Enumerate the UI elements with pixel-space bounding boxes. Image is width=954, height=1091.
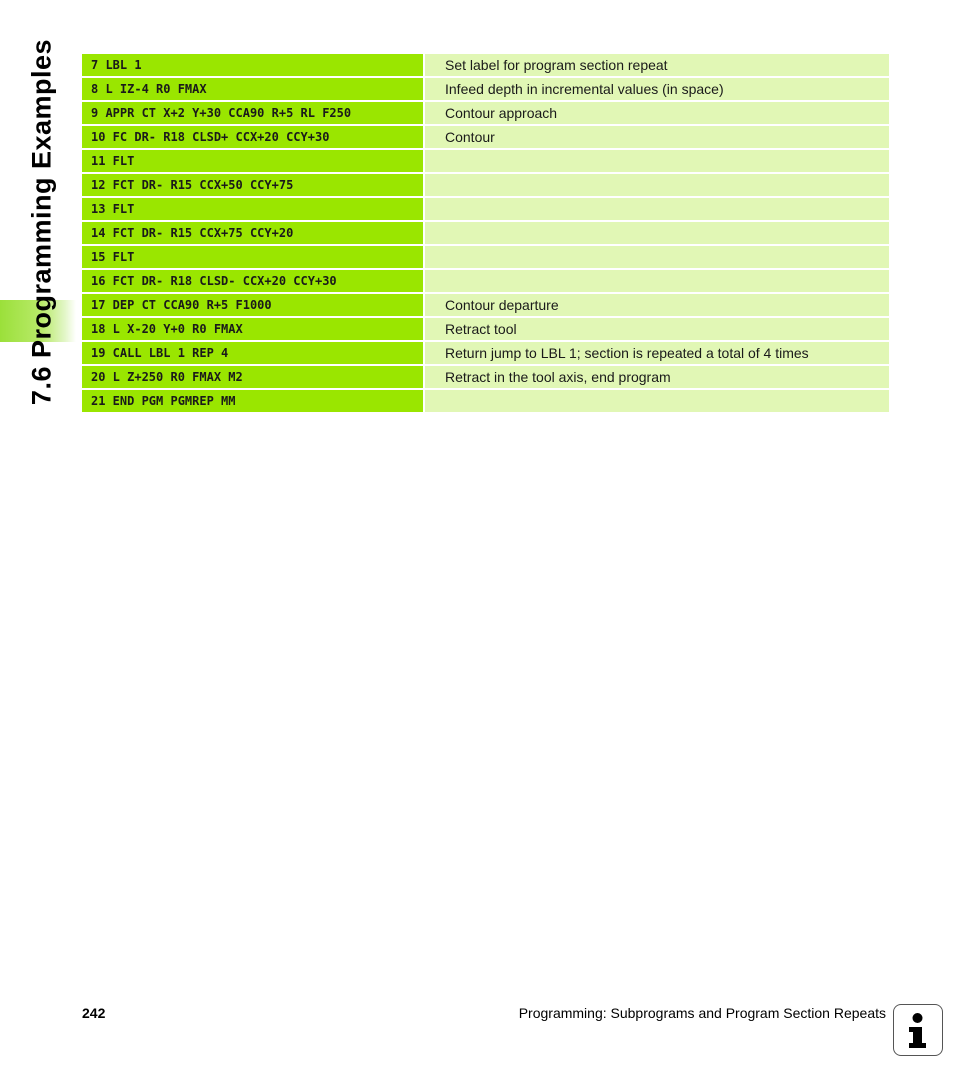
table-row <box>82 126 889 148</box>
table-row <box>82 318 889 340</box>
table-row <box>82 342 889 364</box>
description-cell <box>425 246 889 268</box>
description-cell: Retract tool <box>425 318 889 340</box>
table-row <box>82 150 889 172</box>
table-row <box>82 102 889 124</box>
description-cell: Contour <box>425 126 889 148</box>
nc-code-cell: 8 L IZ-4 R0 FMAX <box>82 78 423 100</box>
nc-code-cell: 17 DEP CT CCA90 R+5 F1000 <box>82 294 423 316</box>
description-cell: Set label for program section repeat <box>425 54 889 76</box>
description-cell <box>425 174 889 196</box>
table-row <box>82 246 889 268</box>
nc-code-cell: 18 L X-20 Y+0 R0 FMAX <box>82 318 423 340</box>
nc-code-cell: 21 END PGM PGMREP MM <box>82 390 423 412</box>
description-cell: Contour approach <box>425 102 889 124</box>
description-cell <box>425 270 889 292</box>
table-row <box>82 366 889 388</box>
table-row <box>82 270 889 292</box>
description-cell: Infeed depth in incremental values (in space) <box>425 78 889 100</box>
program-table <box>82 54 889 414</box>
page-number: 242 <box>82 1005 106 1021</box>
description-cell <box>425 390 889 412</box>
description-cell <box>425 222 889 244</box>
description-cell: Retract in the tool axis, end program <box>425 366 889 388</box>
nc-code-cell: 13 FLT <box>82 198 423 220</box>
table-row <box>82 174 889 196</box>
nc-code-cell: 15 FLT <box>82 246 423 268</box>
nc-code-cell: 19 CALL LBL 1 REP 4 <box>82 342 423 364</box>
table-row <box>82 294 889 316</box>
table-row <box>82 54 889 76</box>
info-icon <box>893 1004 943 1056</box>
table-row <box>82 390 889 412</box>
description-cell: Contour departure <box>425 294 889 316</box>
nc-code-cell: 11 FLT <box>82 150 423 172</box>
nc-code-cell: 16 FCT DR- R18 CLSD- CCX+20 CCY+30 <box>82 270 423 292</box>
section-title: 7.6 Programming Examples <box>26 38 57 406</box>
table-row <box>82 222 889 244</box>
description-cell: Return jump to LBL 1; section is repeated a total of 4 times <box>425 342 889 364</box>
nc-code-cell: 10 FC DR- R18 CLSD+ CCX+20 CCY+30 <box>82 126 423 148</box>
nc-code-cell: 20 L Z+250 R0 FMAX M2 <box>82 366 423 388</box>
table-row <box>82 198 889 220</box>
nc-code-cell: 9 APPR CT X+2 Y+30 CCA90 R+5 RL F250 <box>82 102 423 124</box>
chapter-title: Programming: Subprograms and Program Section Repeats <box>518 1005 886 1021</box>
nc-code-cell: 12 FCT DR- R15 CCX+50 CCY+75 <box>82 174 423 196</box>
nc-code-cell: 14 FCT DR- R15 CCX+75 CCY+20 <box>82 222 423 244</box>
description-cell <box>425 198 889 220</box>
description-cell <box>425 150 889 172</box>
table-row <box>82 78 889 100</box>
nc-code-cell: 7 LBL 1 <box>82 54 423 76</box>
